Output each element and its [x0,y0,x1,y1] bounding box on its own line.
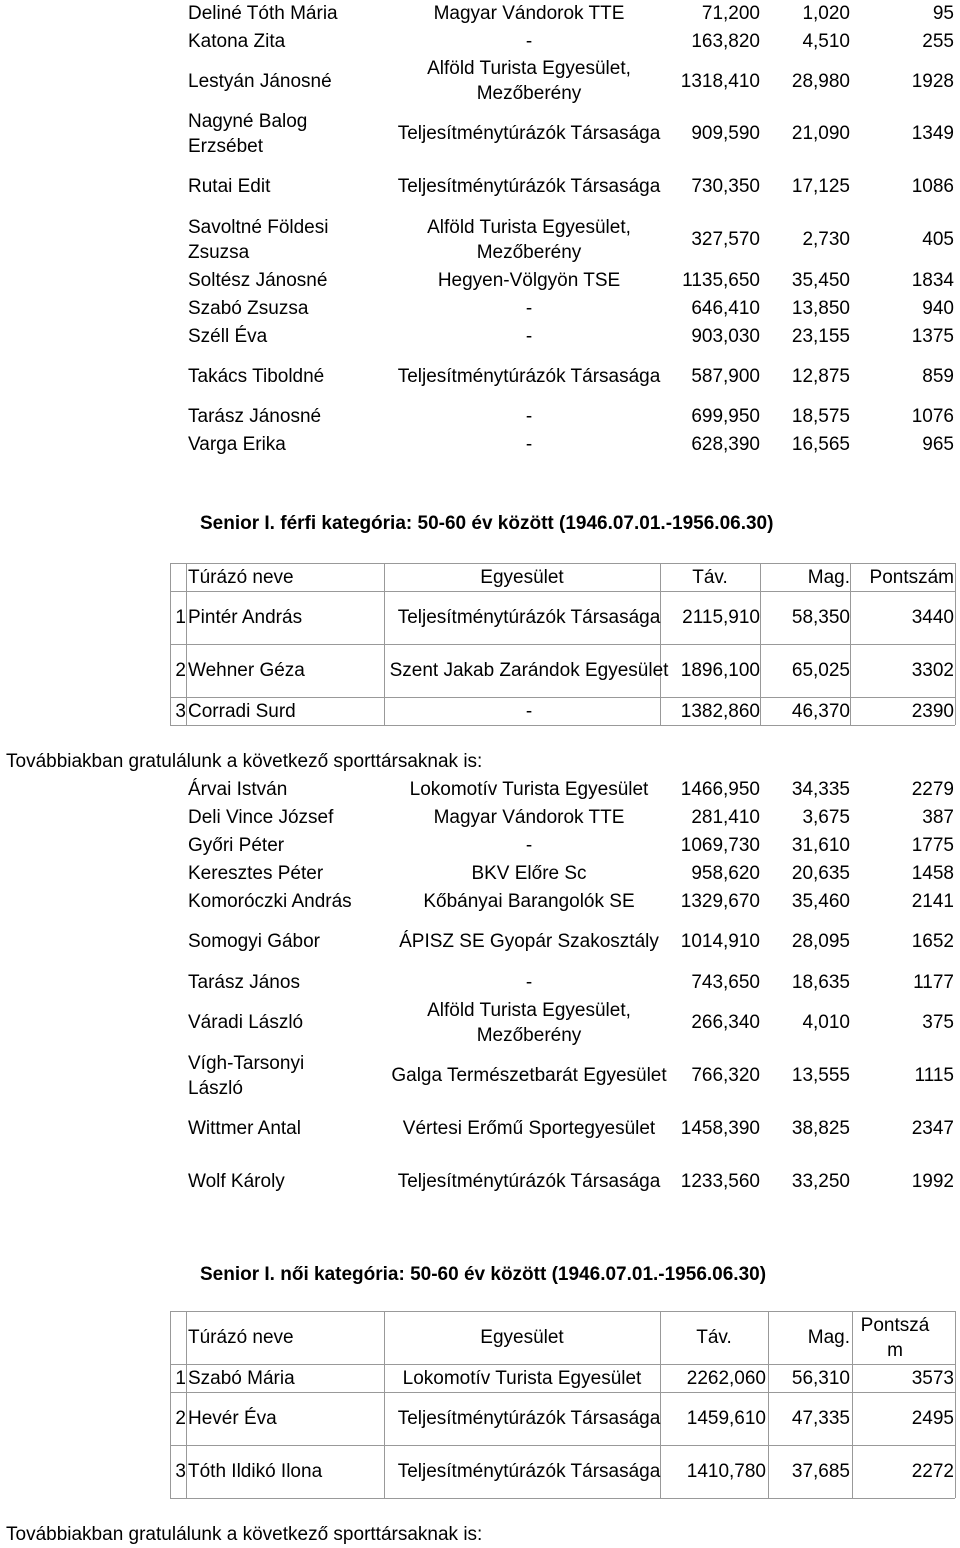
elevation: 13,555 [791,1065,850,1086]
elevation: 33,250 [791,1171,850,1192]
elevation: 12,875 [791,365,850,387]
elevation: 28,095 [791,931,850,952]
points: 255 [922,30,954,52]
distance: 281,410 [691,806,760,828]
table-row [0,0,960,26]
club-name: Teljesítménytúrázók Társasága [397,1461,661,1482]
points: 2279 [911,778,954,800]
distance: 766,320 [691,1065,760,1086]
elevation: 38,825 [791,1118,850,1139]
header-distance: Táv. [692,566,728,588]
list-item [0,1155,960,1208]
hiker-name: Tarász János [188,971,300,993]
hiker-name: Tarász Jánosné [188,405,322,427]
distance: 327,570 [691,229,760,250]
header-name: Túrázó neve [188,1327,294,1348]
hiker-name: Győri Péter [188,834,285,856]
table-row [0,55,960,107]
distance: 1466,950 [680,778,760,800]
hiker-name: Lestyán Jánosné [188,70,332,92]
table-row [0,107,960,160]
club-name: - [525,30,533,52]
distance: 909,590 [691,123,760,144]
hiker-name: Wittmer Antal [188,1118,301,1139]
distance: 1896,100 [680,660,760,681]
hiker-name: Deli Vince József [188,806,334,828]
elevation: 58,350 [791,607,850,628]
table-row [0,402,960,430]
elevation: 34,335 [791,778,850,800]
hiker-name: Deliné Tóth Mária [188,2,338,24]
distance: 646,410 [691,297,760,319]
table-header [0,563,960,591]
points: 3573 [911,1367,954,1389]
elevation: 37,685 [791,1461,850,1482]
hiker-name: Hevér Éva [188,1408,277,1429]
elevation: 17,125 [791,176,850,197]
points: 1652 [911,931,954,952]
hiker-name: Somogyi Gábor [188,931,321,952]
distance: 1458,390 [680,1118,760,1139]
header-points: Pontszám [869,566,954,588]
points: 1834 [911,269,954,291]
club-name: Teljesítménytúrázók Társasága [397,176,661,197]
congratulations-note: Továbbiakban gratulálunk a következő sporttársaknak is: [6,751,483,772]
list-item [0,831,960,859]
hiker-name: Pintér András [188,607,303,628]
hiker-name: Varga Erika [188,433,286,455]
club-name: Alföld Turista Egyesület, Mezőberény [427,58,631,104]
hiker-name: Wolf Károly [188,1171,285,1192]
rank: 1 [175,1367,186,1389]
distance: 730,350 [691,176,760,197]
points: 1076 [911,405,954,427]
list-item [0,968,960,996]
club-name: Teljesítménytúrázók Társasága [397,365,661,387]
points: 1086 [911,176,954,197]
elevation: 3,675 [802,806,850,828]
club-name: Teljesítménytúrázók Társasága [397,1171,661,1192]
club-name: Alföld Turista Egyesület, Mezőberény [427,999,631,1046]
club-name: Magyar Vándorok TTE [433,2,625,24]
table-row [0,1392,960,1445]
club-name: - [525,834,533,856]
hiker-name: Tóth Ildikó Ilona [188,1461,323,1482]
list-item [0,915,960,968]
club-name: Hegyen-Völgyön TSE [437,269,621,291]
points: 1375 [911,325,954,347]
points: 2390 [911,700,954,722]
elevation: 35,450 [791,269,850,291]
table-row [0,27,960,55]
distance: 71,200 [701,2,760,24]
table-header [0,1311,960,1364]
header-club: Egyesület [480,1327,564,1348]
elevation: 28,980 [791,70,850,92]
hiker-name: Váradi László [188,1012,304,1033]
distance: 1069,730 [680,834,760,856]
header-elevation: Mag. [807,566,850,588]
distance: 2262,060 [686,1367,766,1389]
table-row [0,266,960,294]
list-item [0,859,960,887]
elevation: 2,730 [802,229,850,250]
distance: 587,900 [691,365,760,387]
elevation: 21,090 [791,123,850,144]
table-row [0,591,960,644]
hiker-name: Savoltné Földesi Zsuzsa [188,216,329,263]
hiker-name: Rutai Edit [188,176,271,197]
rank: 2 [175,660,186,681]
hiker-name: Komoróczki András [188,890,352,912]
club-name: BKV Előre Sc [471,862,587,884]
points: 2141 [911,890,954,912]
club-name: Vértesi Erőmű Sportegyesület [402,1118,656,1139]
header-distance: Táv. [696,1327,732,1348]
club-name: - [525,971,533,993]
club-name: Lokomotív Turista Egyesület [409,778,649,800]
list-item [0,803,960,831]
table-row [0,697,960,725]
hiker-name: Szabó Mária [188,1367,295,1389]
hiker-name: Keresztes Péter [188,862,324,884]
club-name: Alföld Turista Egyesület, Mezőberény [427,216,631,263]
section-title-women: Senior I. női kategória: 50-60 év között (1946.07.01.-1956.06.30) [200,1264,767,1285]
elevation: 46,370 [791,700,850,722]
points: 2347 [911,1118,954,1139]
club-name: - [525,405,533,427]
table-row [0,322,960,350]
hiker-name: Nagyné Balog Erzsébet [188,110,308,157]
elevation: 35,460 [791,890,850,912]
rank: 3 [175,700,186,722]
list-item [0,996,960,1049]
points: 1115 [914,1065,954,1086]
elevation: 18,575 [791,405,850,427]
distance: 903,030 [691,325,760,347]
elevation: 56,310 [791,1367,850,1389]
header-elevation: Mag. [807,1327,850,1348]
distance: 1135,650 [682,269,760,291]
club-name: - [525,433,533,455]
elevation: 18,635 [791,971,850,993]
distance: 1382,860 [680,700,760,722]
elevation: 65,025 [791,660,850,681]
points: 3440 [911,607,954,628]
distance: 1318,410 [680,70,760,92]
club-name: ÁPISZ SE Gyopár Szakosztály [399,931,659,952]
section-title-men: Senior I. férfi kategória: 50-60 év között (1946.07.01.-1956.06.30) [200,513,774,534]
elevation: 23,155 [791,325,850,347]
hiker-name: Széll Éva [188,325,268,347]
hiker-name: Árvai István [188,778,288,800]
club-name: Teljesítménytúrázók Társasága [397,123,661,144]
distance: 1233,560 [680,1171,760,1192]
points: 405 [922,229,954,250]
table-row [0,350,960,402]
rank: 2 [175,1408,186,1429]
elevation: 13,850 [791,297,850,319]
club-name: - [525,297,533,319]
distance: 1410,780 [686,1461,766,1482]
club-name: Magyar Vándorok TTE [433,806,625,828]
club-name: Teljesítménytúrázók Társasága [397,607,661,628]
distance: 743,650 [691,971,760,993]
list-item [0,887,960,915]
points: 940 [922,297,954,319]
points: 1458 [911,862,954,884]
hiker-name: Corradi Surd [188,700,296,722]
club-name: Galga Természetbarát Egyesület [391,1065,667,1086]
points: 95 [932,2,954,24]
hiker-name: Takács Tiboldné [188,365,325,387]
elevation: 20,635 [791,862,850,884]
points: 965 [922,433,954,455]
distance: 2115,910 [682,607,760,628]
hiker-name: Szabó Zsuzsa [188,297,309,319]
table-row [0,213,960,266]
points: 1177 [913,971,954,993]
club-name: Lokomotív Turista Egyesület [402,1367,642,1389]
points: 2495 [911,1408,954,1429]
header-points: Pontszá m [860,1314,930,1361]
hiker-name: Katona Zita [188,30,286,52]
table-row [0,294,960,322]
table-row [0,160,960,213]
points: 375 [922,1012,954,1033]
elevation: 16,565 [791,433,850,455]
points: 387 [922,806,954,828]
points: 859 [922,365,954,387]
hiker-name: Soltész Jánosné [188,269,328,291]
table-row [0,1364,960,1392]
points: 1992 [911,1171,954,1192]
points: 1349 [911,123,954,144]
club-name: Szent Jakab Zarándok Egyesület [389,660,669,681]
distance: 163,820 [691,30,760,52]
distance: 1329,670 [680,890,760,912]
hiker-name: Wehner Géza [188,660,305,681]
list-item [0,1049,960,1102]
distance: 1014,910 [680,931,760,952]
elevation: 4,510 [802,30,850,52]
distance: 958,620 [691,862,760,884]
rank: 3 [175,1461,186,1482]
elevation: 4,010 [802,1012,850,1033]
header-club: Egyesület [480,566,564,588]
distance: 1459,610 [686,1408,766,1429]
club-name: Teljesítménytúrázók Társasága [397,1408,661,1429]
points: 2272 [911,1461,954,1482]
club-name: Kőbányai Barangolók SE [423,890,635,912]
club-name: - [525,700,533,722]
elevation: 47,335 [791,1408,850,1429]
hiker-name: Vígh-Tarsonyi László [188,1052,305,1099]
header-name: Túrázó neve [188,566,294,588]
points: 1775 [911,834,954,856]
table-row [0,644,960,697]
distance: 266,340 [691,1012,760,1033]
elevation: 1,020 [802,2,850,24]
points: 3302 [911,660,954,681]
points: 1928 [911,70,954,92]
distance: 699,950 [691,405,760,427]
list-item [0,1102,960,1155]
club-name: - [525,325,533,347]
list-item [0,775,960,803]
table-row [0,1445,960,1498]
congratulations-note: Továbbiakban gratulálunk a következő sporttársaknak is: [6,1524,483,1545]
elevation: 31,610 [791,834,850,856]
rank: 1 [175,607,186,628]
distance: 628,390 [691,433,760,455]
table-row [0,430,960,458]
